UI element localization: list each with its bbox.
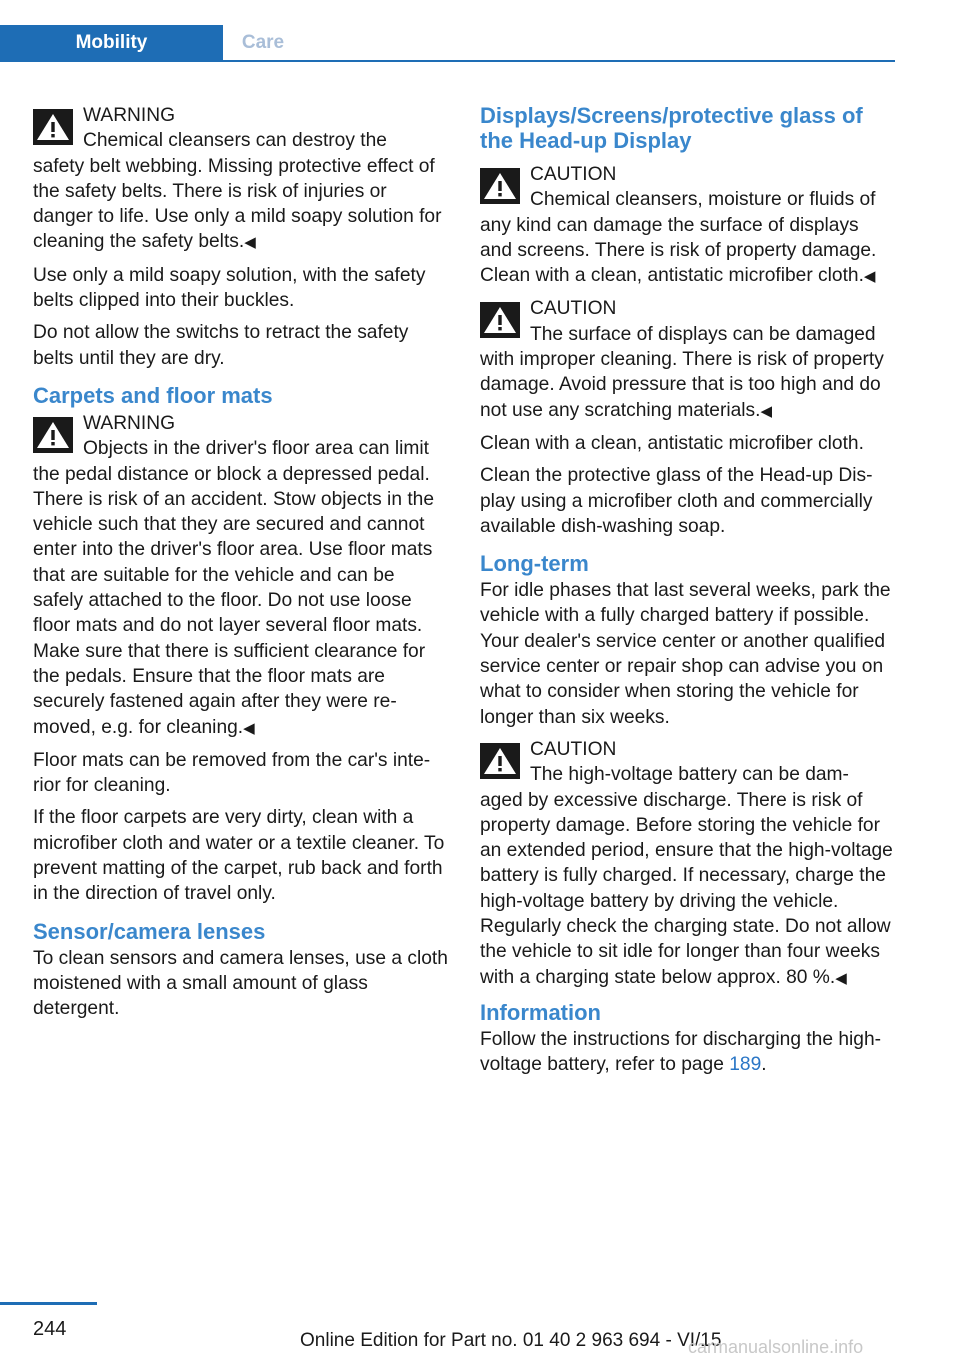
warning-triangle-icon <box>33 109 73 145</box>
notice-kind: CAUTION <box>530 164 617 185</box>
notice-text-first-line: Chemical cleansers can destroy the <box>83 130 387 152</box>
caution-triangle-icon <box>480 302 520 338</box>
notice-text: any kind can damage the surface of displays and screens. There is risk of property damage. Clean with a clean, antistatic microfiber cloth.◀ <box>480 214 877 287</box>
notice-text-first-line: The surface of displays can be damaged <box>530 323 876 345</box>
warning-triangle-icon <box>33 417 73 453</box>
end-mark-icon: ◀ <box>760 402 773 420</box>
notice-kind: WARNING <box>83 412 176 434</box>
caution-triangle-icon <box>480 743 520 779</box>
warning-safety-belts <box>33 103 448 256</box>
notice-text: with improper cleaning. There is risk of property damage. Avoid pressure that is too high and do not use any scratching materials.◀ <box>480 349 884 421</box>
end-mark-icon: ◀ <box>244 234 256 252</box>
caution-displays-pressure <box>480 296 895 423</box>
section-heading-sensor: Sensor/camera lenses <box>33 918 266 944</box>
notice-kind: CAUTION <box>530 738 617 760</box>
watermark: carmanualsonline.info <box>688 1337 864 1357</box>
caution-displays-chemicals <box>480 162 895 289</box>
footer-rule <box>0 1302 97 1305</box>
caution-battery-discharge <box>480 737 895 991</box>
warning-floor-mats <box>33 411 448 741</box>
notice-text: safety belt webbing. Missing protective effect of the safety belts. There is risk of injuries or danger to life. Use only a mild soapy solution for cleaning the safety belts.◀ <box>33 155 442 253</box>
section-heading-displays: Displays/Screens/protective glass of the Head-up Display <box>480 103 863 153</box>
end-mark-icon: ◀ <box>243 719 255 737</box>
edition-line: Online Edition for Part no. 01 40 2 963 694 - VI/15 <box>300 1330 722 1351</box>
right-column <box>480 100 895 1085</box>
paragraph: Clean the protective glass of the Head-up Display using a microfiber cloth and commercially available dish-washing soap. <box>480 465 873 537</box>
notice-text-first-line: Objects in the driver's floor area can limit <box>83 438 429 460</box>
caution-triangle-icon <box>480 168 520 204</box>
notice-text-first-line: The high-voltage battery can be dam- <box>530 764 849 786</box>
notice-text: aged by excessive discharge. There is risk of property damage. Before storing the vehicle for an extended period, ensure that the high-voltage battery is fully charged. If necessary, charge the high-voltage battery by driving the vehicle. Regularly check the charging state. Do not allow the vehicle to sit idle for longer than four weeks with a charging state below approx. 80 %.◀ <box>480 789 893 988</box>
paragraph: Follow the instructions for discharging the high-voltage battery, refer to page 189. <box>480 1028 882 1076</box>
left-column <box>33 100 448 1029</box>
end-mark-icon: ◀ <box>863 268 876 286</box>
end-mark-icon: ◀ <box>835 969 847 987</box>
paragraph: Floor mats can be removed from the car's interior for cleaning. <box>33 749 431 797</box>
notice-text: the pedal distance or block a depressed pedal. There is risk of an accident. Stow objects in the vehicle such that they are secured and cannot enter into the driver's floor area. Use floor mats that are suitable for the vehicle and can be safely attached to the floor. Do not use loose floor mats and do not layer several floor mats. Make sure that there is sufficient clearance for the pedals. Ensure that the floor mats are securely fastened again after they were removed, e.g. for cleaning.◀ <box>33 463 434 738</box>
paragraph: Clean with a clean, antistatic microfiber cloth. <box>480 432 864 454</box>
notice-kind: CAUTION <box>530 298 617 320</box>
notice-text-first-line: Chemical cleansers, moisture or fluids of <box>530 189 876 211</box>
paragraph: Do not allow the switchs to retract the safety belts until they are dry. <box>33 322 409 369</box>
section-heading-information: Information <box>480 999 601 1025</box>
header-rule <box>0 60 895 62</box>
section-heading-carpets: Carpets and floor mats <box>33 382 273 408</box>
page-reference-link[interactable]: 189 <box>729 1054 762 1076</box>
paragraph: If the floor carpets are very dirty, clean with a microfiber cloth and water or a textile cleaner. To prevent matting of the carpet, rub back and forth in the direction of travel only. <box>33 807 445 905</box>
chapter-tabbar <box>0 25 895 62</box>
paragraph: To clean sensors and camera lenses, use a cloth moistened with a small amount of glass detergent. <box>33 947 448 1020</box>
notice-kind: WARNING <box>83 105 176 126</box>
paragraph: Use only a mild soapy solution, with the safety belts clipped into their buckles. <box>33 264 426 312</box>
tab-care[interactable]: Care <box>241 32 285 53</box>
tab-mobility[interactable]: Mobility <box>0 25 223 60</box>
page-number: 244 <box>33 1318 67 1340</box>
section-heading-longterm: Long-term <box>480 551 589 577</box>
paragraph: For idle phases that last several weeks, park the vehicle with a fully charged battery if possible. Your dealer's service center or another qualified service center or repair shop can advise you on what to consider when storing the vehicle for longer than six weeks. <box>480 580 891 728</box>
